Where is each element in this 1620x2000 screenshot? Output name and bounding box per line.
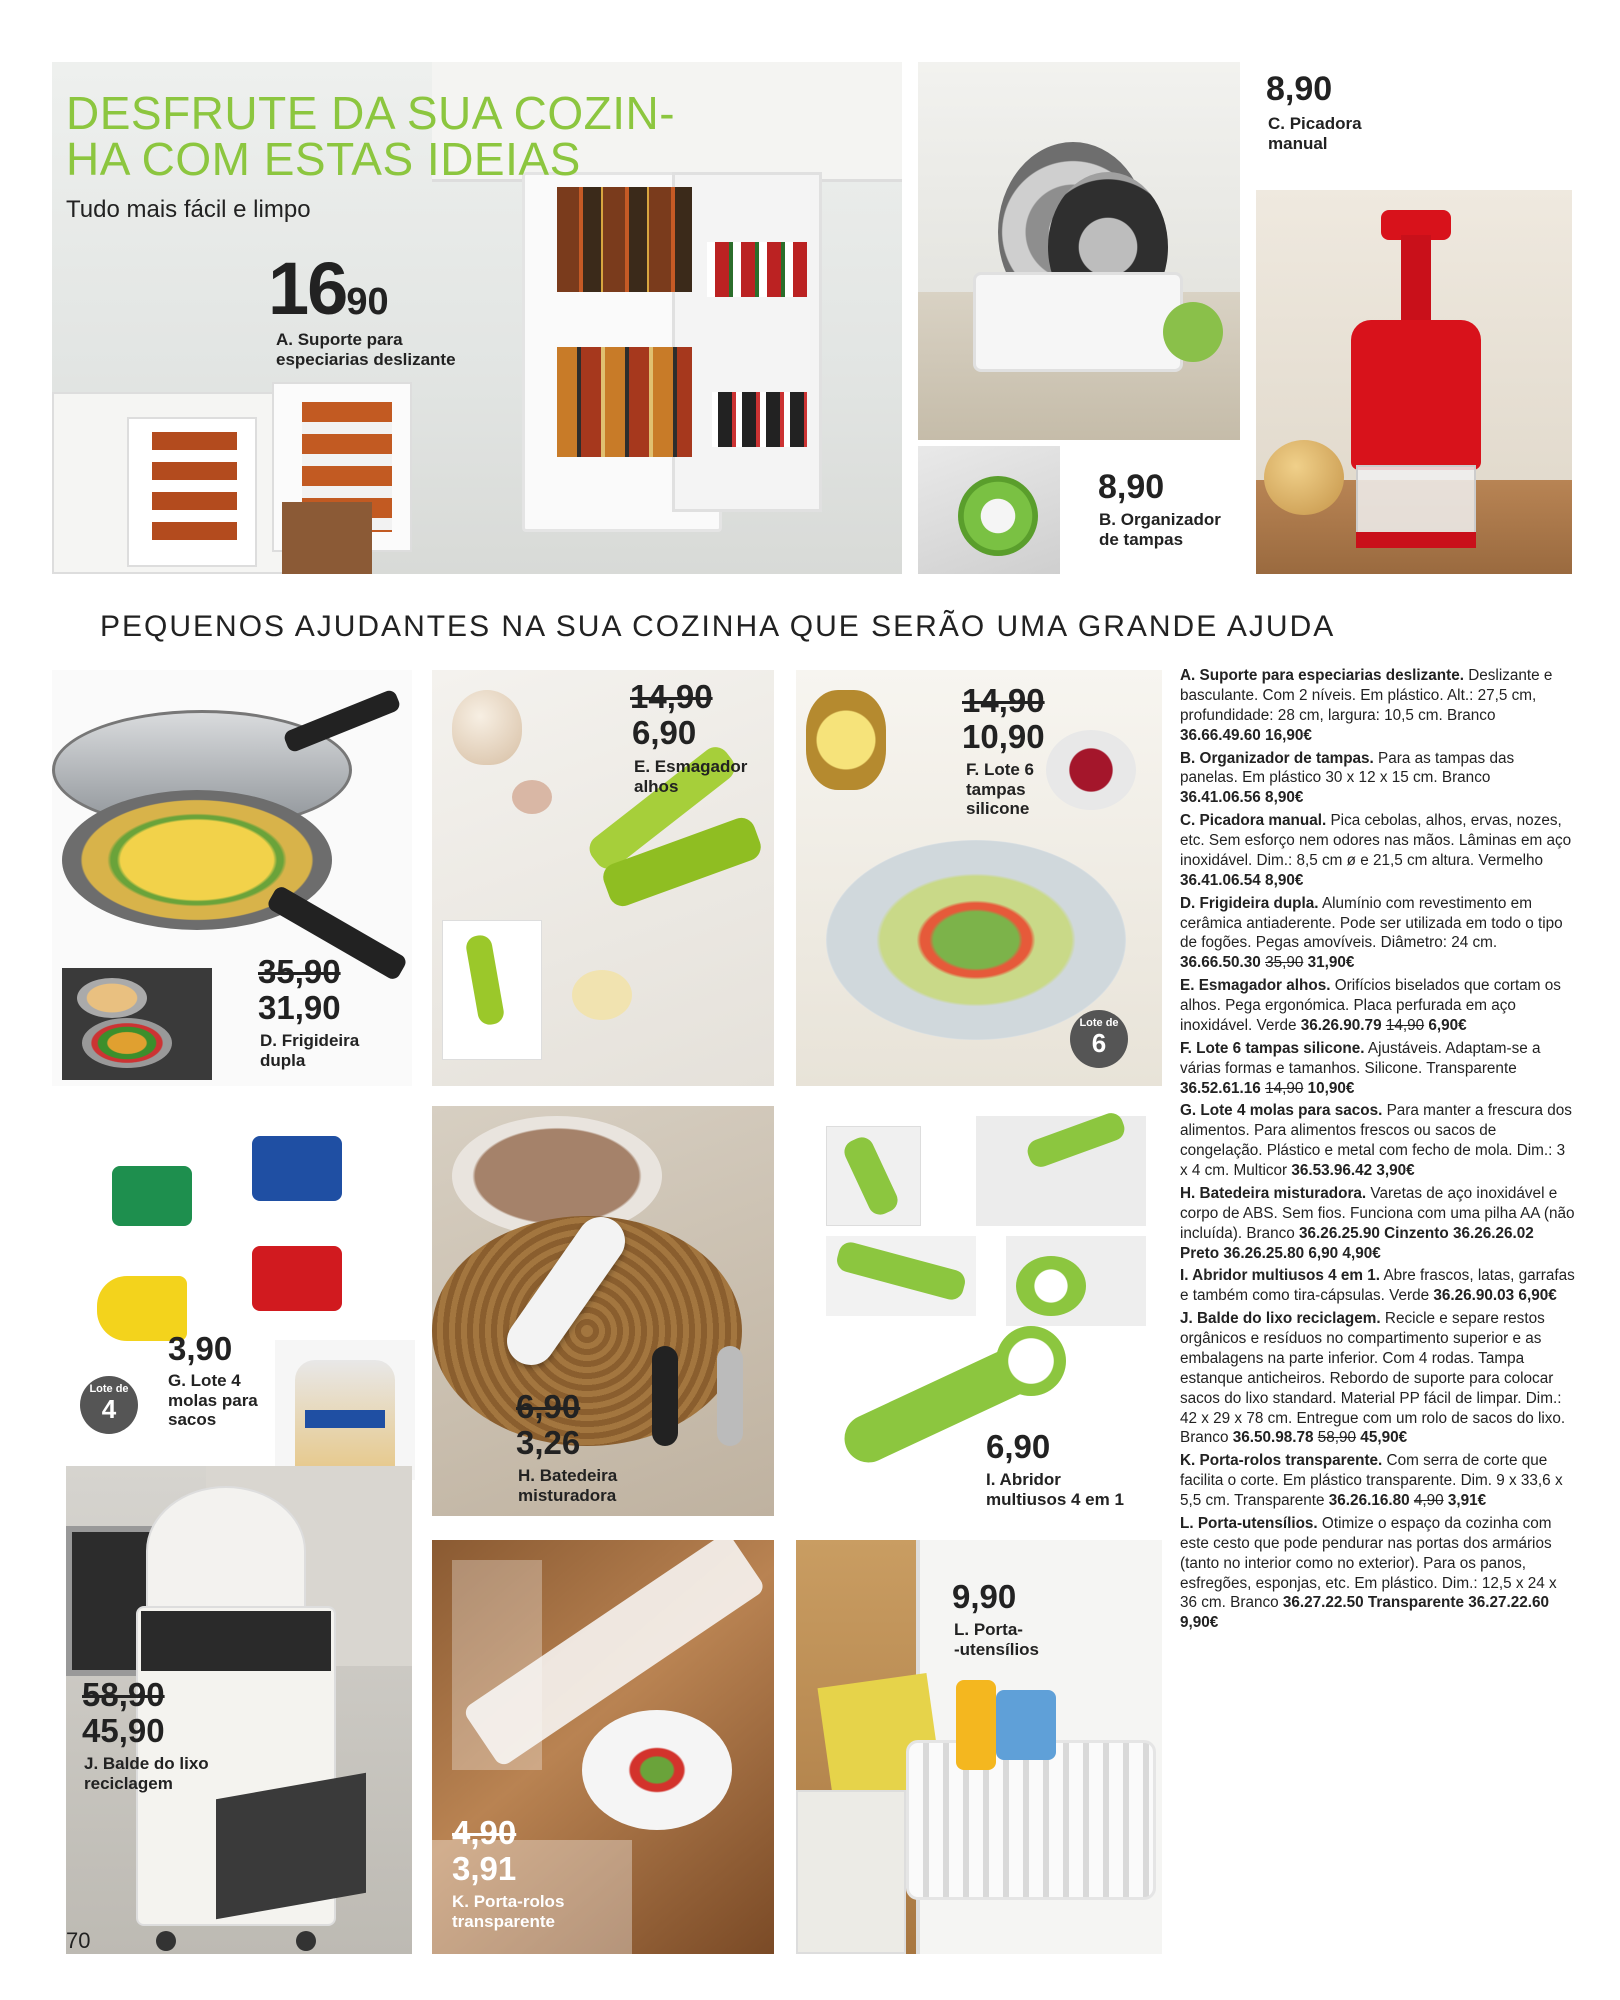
desc-k-text: Com serra de corte que facilita o corte. Em plástico transparente. Dim. 9 x 33,6 x 5,5 cm. Transparente: [1180, 1452, 1563, 1509]
desc-c: [1180, 811, 1575, 891]
desc-g-code: 36.53.96.42 3,90€: [1291, 1162, 1415, 1179]
desc-f: [1180, 1039, 1575, 1099]
desc-k-code: 36.26.16.80: [1328, 1492, 1414, 1509]
price-h: 3,26: [516, 1424, 581, 1461]
desc-j-tail: 45,90€: [1356, 1429, 1408, 1447]
lid-organizer-small-photo: [918, 446, 1060, 574]
desc-k-old: 4,90: [1413, 1492, 1444, 1509]
lot-badge-g-number: 4: [101, 1393, 117, 1424]
price-f: 10,90: [962, 718, 1045, 755]
desc-h-text: Varetas de aço inoxidável e corpo de ABS. Sem fios. Funciona com uma pilha AA (não incluída). Branco: [1180, 1184, 1575, 1242]
desc-g-text: Para manter a frescura dos alimentos. Para alimentos frescos ou sacos de congelação. Plástico e metal com fecho de mola. Dim.: 3 x 4 cm. Multicor: [1180, 1102, 1572, 1179]
desc-f-old: 14,90: [1265, 1079, 1304, 1097]
desc-d-tail: 31,90€: [1303, 954, 1355, 972]
desc-b-code: 36.41.06.56 8,90€: [1180, 789, 1304, 807]
headline: [66, 87, 676, 185]
page-number: 70: [66, 1928, 91, 1953]
desc-d-text: Alumínio com revestimento em cerâmica antiaderente. Pode ser utilizada em todo o tipo de fogões. Pegas amovíveis. Diâmetro: 24 cm.: [1180, 894, 1563, 952]
desc-i: [1180, 1266, 1575, 1306]
price-i: 6,90: [986, 1428, 1051, 1465]
desc-h: [1180, 1184, 1575, 1264]
desc-k: [1180, 1451, 1575, 1511]
lot-badge-f: [1070, 1010, 1128, 1068]
chopper-photo: [1256, 190, 1572, 574]
desc-i-text: Abre frascos, latas, garrafas e também como tira-cápsulas. Verde: [1180, 1267, 1575, 1305]
old-price-f: 14,90: [962, 682, 1045, 719]
subtitle: Tudo mais fácil e limpo: [66, 196, 311, 223]
lot-badge-f-number: 6: [1091, 1027, 1107, 1058]
milk-frother-photo: [432, 1106, 774, 1516]
old-price-h: 6,90: [516, 1388, 581, 1425]
lot-badge-g-text: Lote de: [89, 1383, 129, 1395]
price-a-dec: 90: [346, 281, 389, 323]
desc-j-title: J. Balde do lixo reciclagem.: [1180, 1310, 1381, 1328]
lot-badge-g: [80, 1376, 138, 1434]
lot-badge-f-text: Lote de: [1079, 1017, 1119, 1029]
headline-line-1: DESFRUTE DA SUA COZIN-: [66, 87, 676, 139]
desc-j-code: 36.50.98.78: [1232, 1429, 1318, 1447]
desc-l: [1180, 1514, 1575, 1633]
price-d: 31,90: [258, 989, 341, 1026]
pan-small-photo: [62, 968, 212, 1080]
desc-d-code: 36.66.50.30: [1180, 954, 1266, 972]
product-descriptions: [1180, 666, 1575, 1636]
desc-e-title: E. Esmagador alhos.: [1180, 977, 1331, 995]
label-i: I. Abridor multiusos 4 em 1: [986, 1470, 1124, 1509]
label-l: L. Porta- -utensílios: [954, 1620, 1040, 1659]
label-e: E. Esmagador alhos: [634, 757, 748, 796]
label-g: G. Lote 4 molas para sacos: [168, 1371, 258, 1430]
old-price-e: 14,90: [630, 678, 713, 715]
desc-j-old: 58,90: [1317, 1429, 1357, 1447]
label-k: K. Porta-rolos transparente: [452, 1892, 565, 1931]
desc-f-text: Ajustáveis. Adaptam-se a várias formas e tamanhos. Silicone. Transparente: [1180, 1039, 1541, 1077]
price-k: 3,91: [452, 1850, 517, 1887]
price-b: 8,90: [1098, 468, 1165, 506]
desc-e-code: 36.26.90.79: [1300, 1016, 1386, 1034]
desc-l-code: 36.27.22.50: [1282, 1594, 1364, 1612]
price-l: 9,90: [952, 1578, 1017, 1615]
price-a-int: 16: [268, 247, 347, 330]
desc-d-old: 35,90: [1265, 954, 1304, 972]
price-c: 8,90: [1266, 70, 1333, 108]
desc-i-title: I. Abridor multiusos 4 em 1.: [1180, 1267, 1381, 1285]
old-price-j: 58,90: [82, 1676, 165, 1713]
desc-a: [1180, 666, 1575, 746]
desc-e-old: 14,90: [1385, 1016, 1425, 1034]
desc-j-text: Recicle e separe restos orgânicos e resíduos no compartimento superior e as embalagens na parte inferior. Com 4 rodas. Tampa estanque anticheiros. Rebordo de suporte para colocar sacos do lixo standard. Material PP fácil de limpar. Dim.: 42 x 29 x 78 cm. Entregue com um rolo de sacos do lixo. Branco: [1180, 1310, 1566, 1447]
label-a: A. Suporte para especiarias deslizante: [276, 330, 456, 369]
desc-b: [1180, 749, 1575, 809]
price-a: [268, 247, 389, 330]
price-e: 6,90: [632, 714, 697, 751]
desc-f-title: F. Lote 6 tampas silicone.: [1180, 1039, 1365, 1057]
desc-e-text: Orifícios biselados que cortam os alhos. Pega ergonómica. Placa perfurada em aço inoxidável. Verde: [1180, 977, 1561, 1034]
desc-e-tail: 6,90€: [1424, 1016, 1467, 1034]
desc-h-code: 36.26.25.90: [1299, 1224, 1380, 1242]
label-d: D. Frigideira dupla: [260, 1031, 360, 1070]
desc-l-title: L. Porta-utensílios.: [1180, 1514, 1318, 1532]
section-title: PEQUENOS AJUDANTES NA SUA COZINHA QUE SERÃO UMA GRANDE AJUDA: [100, 610, 1336, 643]
desc-a-code: 36.66.49.60 16,90€: [1180, 726, 1312, 744]
lid-organizer-photo: [918, 62, 1240, 440]
headline-line-2: HA COM ESTAS IDEIAS: [66, 133, 581, 185]
desc-l-text: Otimize o espaço da cozinha com este cesto que pode pendurar nas portas dos armários (tanto no interior como no exterior). Para os panos, esfregões, esponjas, etc. Em plástico. Dim.: 12,5 x 24 x 36 cm. Branco: [1180, 1514, 1557, 1612]
desc-g-title: G. Lote 4 molas para sacos.: [1180, 1102, 1383, 1120]
desc-k-tail: 3,91€: [1443, 1492, 1487, 1509]
desc-h-tail: Cinzento 36.26.26.02 Preto 36.26.25.80 6,90 4,90€: [1180, 1224, 1534, 1262]
desc-d-title: D. Frigideira dupla.: [1180, 894, 1319, 912]
desc-c-title: C. Picadora manual.: [1180, 812, 1327, 830]
desc-a-title: A. Suporte para especiarias deslizante.: [1180, 667, 1464, 684]
desc-c-code: 36.41.06.54 8,90€: [1180, 871, 1304, 889]
label-h: H. Batedeira misturadora: [518, 1466, 618, 1505]
desc-i-code: 36.26.90.03 6,90€: [1433, 1287, 1557, 1305]
desc-d: [1180, 894, 1575, 974]
price-g: 3,90: [168, 1330, 233, 1367]
bag-clip-small-photo: [275, 1340, 415, 1480]
price-j: 45,90: [82, 1712, 165, 1749]
desc-e: [1180, 976, 1575, 1036]
desc-g: [1180, 1101, 1575, 1181]
desc-b-title: B. Organizador de tampas.: [1180, 749, 1374, 767]
label-b: B. Organizador de tampas: [1099, 510, 1221, 549]
desc-j: [1180, 1309, 1575, 1448]
desc-l-tail: Transparente 36.27.22.60 9,90€: [1180, 1594, 1550, 1632]
desc-c-text: Pica cebolas, alhos, ervas, nozes, etc. Sem esforço nem odores nas mãos. Lâminas em aço inoxidável. Dim.: 8,5 cm ø e 21,5 cm altura. Vermelho: [1180, 812, 1572, 869]
desc-k-title: K. Porta-rolos transparente.: [1180, 1452, 1383, 1470]
desc-f-code: 36.52.61.16: [1180, 1079, 1266, 1097]
desc-f-tail: 10,90€: [1303, 1079, 1355, 1097]
label-f: F. Lote 6 tampas silicone: [966, 760, 1035, 819]
label-c: C. Picadora manual: [1268, 114, 1362, 153]
garlic-press-photo: [432, 670, 774, 1086]
multi-opener-photo: [796, 1106, 1162, 1516]
old-price-d: 35,90: [258, 953, 341, 990]
desc-h-title: H. Batedeira misturadora.: [1180, 1184, 1367, 1202]
desc-a-text: Deslizante e basculante. Com 2 níveis. Em plástico. Alt.: 27,5 cm, profundidade: 28 cm, largura: 10,5 cm. Branco: [1180, 667, 1553, 724]
desc-b-text: Para as tampas das panelas. Em plástico 30 x 12 x 15 cm. Branco: [1180, 749, 1515, 787]
label-j: J. Balde do lixo reciclagem: [84, 1754, 209, 1793]
old-price-k: 4,90: [452, 1814, 517, 1851]
